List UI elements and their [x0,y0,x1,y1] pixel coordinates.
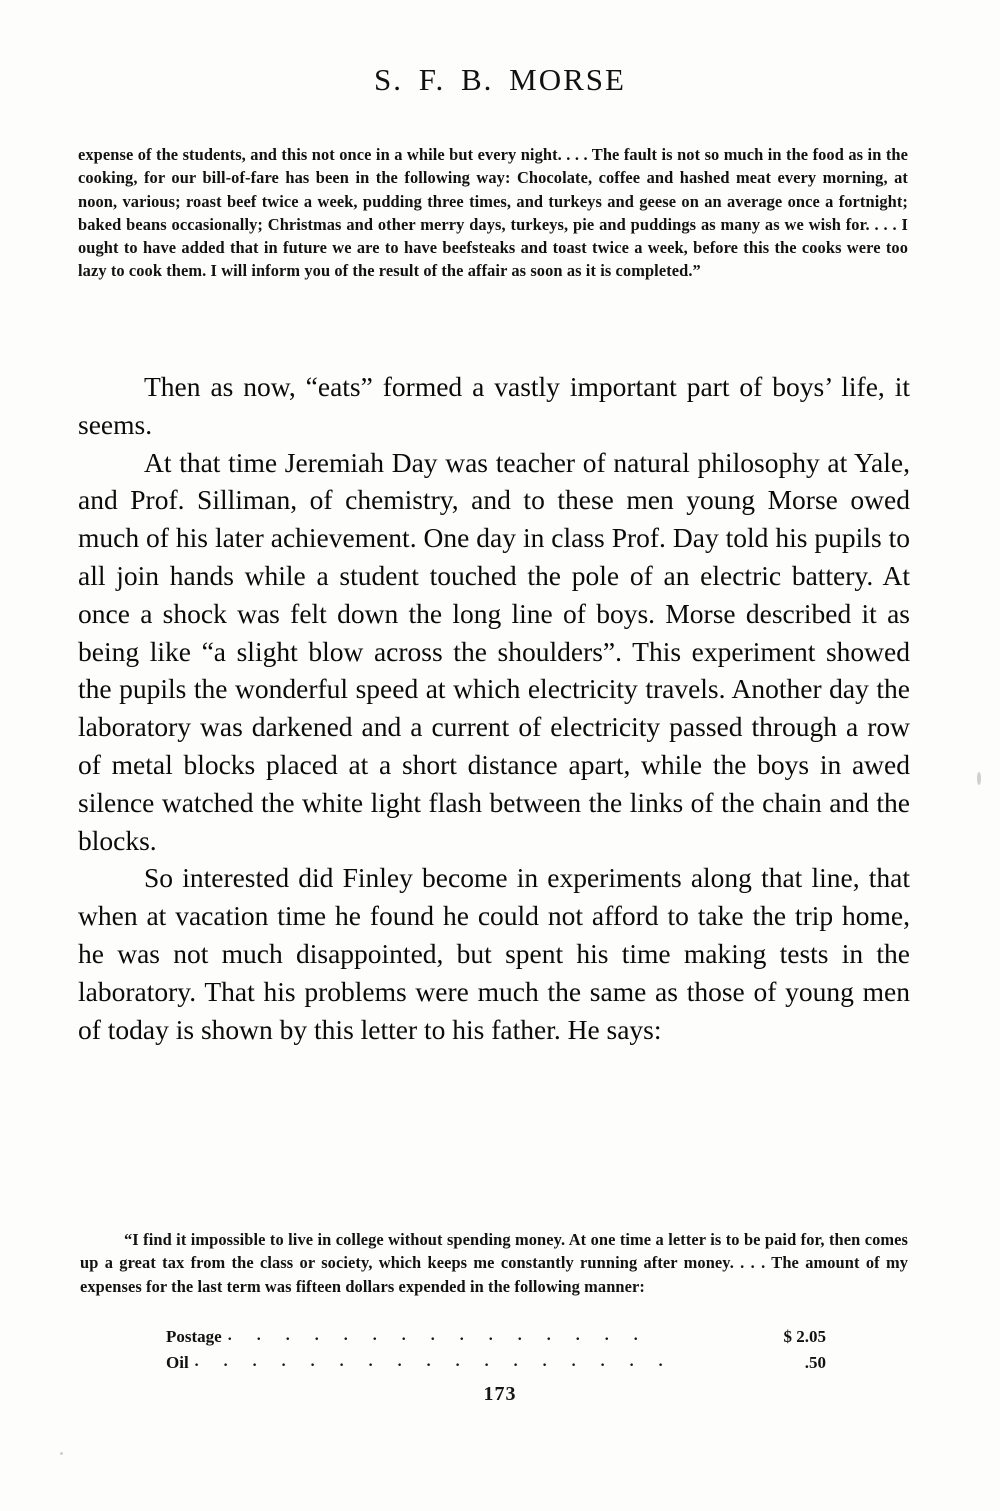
list-item [166,1353,826,1379]
ledger-label: Oil [166,1353,189,1372]
ledger-leader-dots: . . . . . . . . . . . . . . . . . [194,1353,674,1370]
paragraph-1: Then as now, “eats” formed a vastly important part of boys’ life, it seems. [78,371,910,440]
page-number: 173 [483,1383,517,1405]
body-text [78,368,910,1048]
paper-speck [60,1452,63,1455]
ledger-leader-dots: . . . . . . . . . . . . . . . [227,1327,649,1344]
ledger-amount: $ 2.05 [783,1327,826,1346]
block-quote-bottom: “I find it impossible to live in college without spending money. At one time a letter is to be paid for, then comes up a great tax from the class or society, which keeps me constantly running after money. . . . The amount of my expenses for the last term was fifteen dollars expended in the following manner: [80,1230,908,1296]
paper-speck [977,772,981,785]
page-title: S. F. B. MORSE [374,62,626,97]
block-quote-top: expense of the students, and this not once in a while but every night. . . . The fault is not so much in the food as in the cooking, for our bill-of-fare has been in the following way: Chocolate, coffee and hashed meat every morning, at noon, various; roast beef twice a week, pudding three times, and turkeys and geese on an average once a fortnight; baked beans occasionally; Christmas and other merry days, turkeys, pie and puddings as many as we wish for. . . . I ought to have added that in future we are to have beefsteaks and toast twice a week, before this the cooks were too lazy to cook them. I will inform you of the result of the affair as soon as it is completed.” [78,145,908,281]
expense-ledger [166,1327,826,1379]
ledger-label: Postage [166,1327,222,1346]
paragraph-2: At that time Jeremiah Day was teacher of natural philosophy at Yale, and Prof. Silliman, of chemistry, and to these men young Morse owed much of his later achievement. One day in class Prof. Day told his pupils to all join hands while a student touched the pole of an electric battery. At once a shock was felt down the long line of boys. Morse described it as being like “a slight blow across the shoulders”. This experiment showed the pupils the wonderful speed at which electricity travels. Another day the laboratory was darkened and a current of electricity passed through a row of metal blocks placed at a short distance apart, while the boys in awed silence watched the white light flash between the links of the chain and the blocks. [78,446,910,856]
paragraph-3: So interested did Finley become in experiments along that line, that when at vacation time he found he could not afford to take the trip home, he was not much disappointed, but spent his time making tests in the laboratory. That his problems were much the same as those of young men of today is shown by this letter to his father. He says: [78,862,910,1045]
list-item [166,1327,826,1353]
ledger-amount: .50 [804,1353,826,1372]
